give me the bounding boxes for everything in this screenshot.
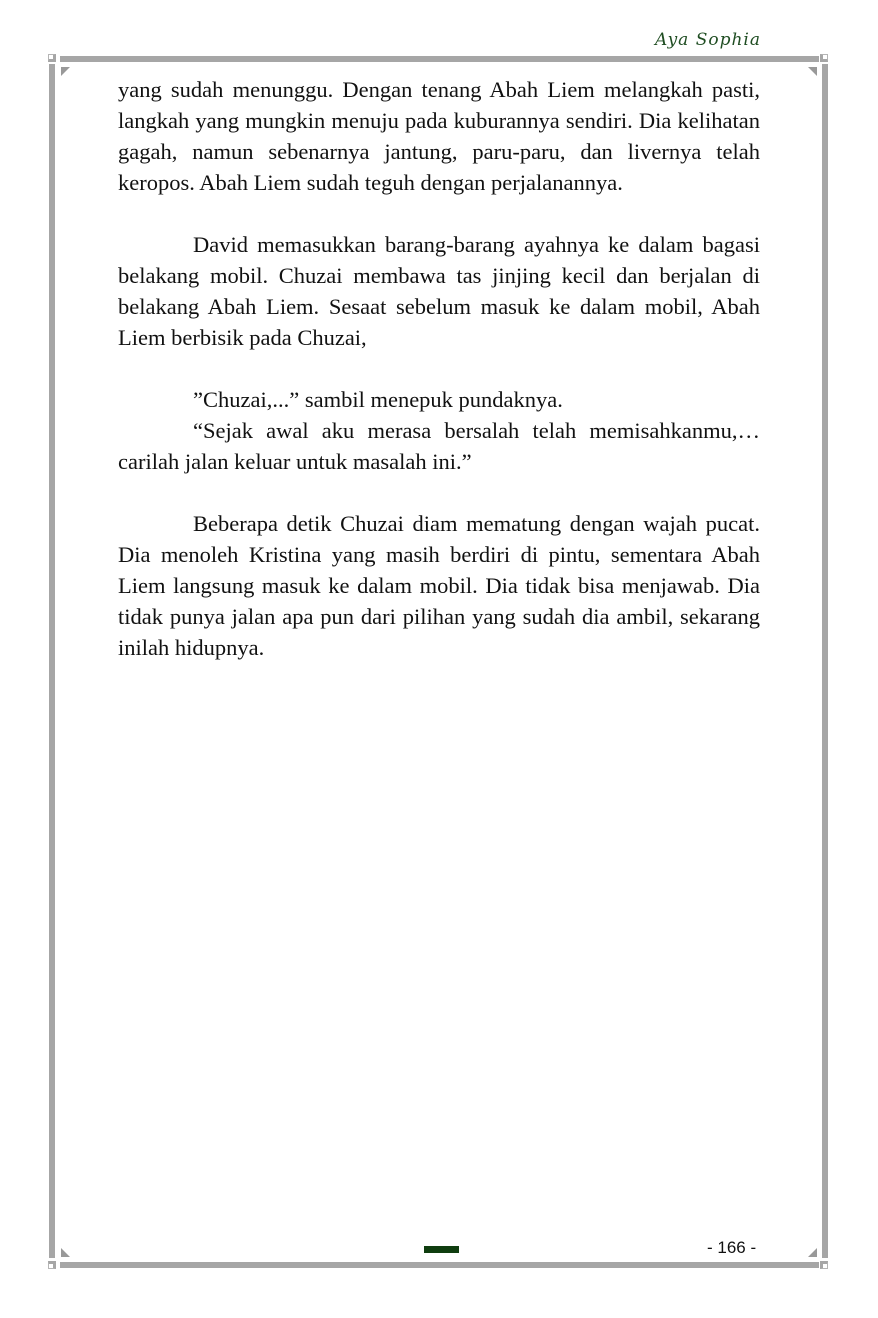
- running-header-title: Aya Sophia: [654, 30, 761, 50]
- frame-right-bar: [822, 64, 828, 1258]
- dialogue-line: ”Chuzai,...” sambil menepuk pundaknya.: [193, 387, 563, 412]
- frame-corner-bottom-right: [820, 1261, 828, 1269]
- paragraph: yang sudah menunggu. Dengan tenang Abah Liem melangkah pasti, langkah yang mungkin menuju pada kuburannya sendiri. Dia kelihatan gagah, namun sebenarnya jantung, paru-paru, dan livernya telah keropos. Abah Liem sudah teguh dengan perjalanannya.: [118, 77, 760, 195]
- corner-triangle-icon: [808, 67, 817, 76]
- frame-top-bar: [60, 56, 819, 62]
- corner-triangle-icon: [808, 1248, 817, 1257]
- paragraph: Beberapa detik Chuzai diam mematung dengan wajah pucat. Dia menoleh Kristina yang masih berdiri di pintu, sementara Abah Liem langsung masuk ke dalam mobil. Dia tidak bisa menjawab. Dia tidak punya jalan apa pun dari pilihan yang sudah dia ambil, sekarang inilah hidupnya.: [118, 511, 760, 660]
- frame-corner-top-right: [820, 54, 828, 62]
- corner-triangle-icon: [61, 1248, 70, 1257]
- corner-triangle-icon: [61, 67, 70, 76]
- footer-decorative-bar: [424, 1246, 459, 1253]
- frame-left-bar: [49, 64, 55, 1258]
- dialogue-line: “Sejak awal aku merasa bersalah telah memisahkanmu,… carilah jalan keluar untuk masalah ini.”: [118, 418, 760, 474]
- frame-corner-bottom-left: [48, 1261, 56, 1269]
- frame-bottom-bar: [60, 1262, 819, 1268]
- paragraph: David memasukkan barang-barang ayahnya ke dalam bagasi belakang mobil. Chuzai membawa tas jinjing kecil dan berjalan di belakang Abah Liem. Sesaat sebelum masuk ke dalam mobil, Abah Liem berbisik pada Chuzai,: [118, 232, 760, 350]
- page-number: - 166 -: [707, 1238, 757, 1257]
- frame-corner-top-left: [48, 54, 56, 62]
- page-body: [118, 74, 760, 663]
